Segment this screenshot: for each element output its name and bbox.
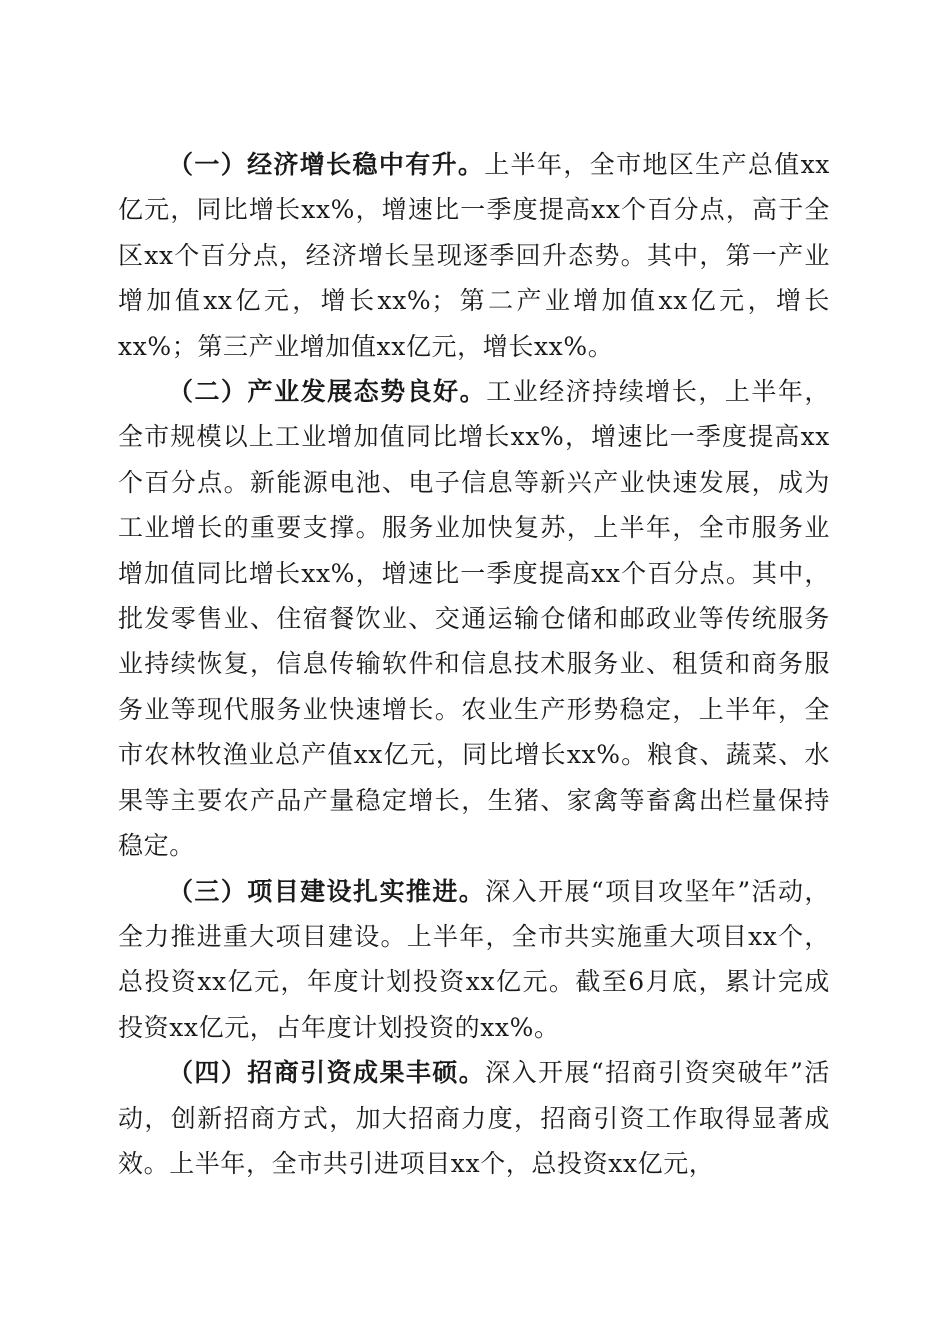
document-page [118,142,830,1186]
paragraph-investment-attraction [118,1050,830,1186]
paragraph-text: 深入开展“项目攻坚年”活动，全力推进重大项目建设。上半年，全市共实施重大项目xx个，总投资xx亿元，年度计划投资xx亿元。截至6月底，累计完成投资xx亿元，占年度计划投资的xx%。 [118,876,830,1042]
section-heading: （一）经济增长稳中有升。 [168,150,485,179]
paragraph-text: 工业经济持续增长，上半年，全市规模以上工业增加值同比增长xx%，增速比一季度提高xx个百分点。新能源电池、电子信息等新兴产业快速发展，成为工业增长的重要支撑。服务业加快复苏，上半年，全市服务业增加值同比增长xx%，增速比一季度提高xx个百分点。其中，批发零售业、住宿餐饮业、交通运输仓储和邮政业等传统服务业持续恢复，信息传输软件和信息技术服务业、租赁和商务服务业等现代服务业快速增长。农业生产形势稳定，上半年，全市农林牧渔业总产值xx亿元，同比增长xx%。粮食、蔬菜、水果等主要农产品产量稳定增长，生猪、家禽等畜禽出栏量保持稳定。 [118,377,830,861]
paragraph-project-construction [118,869,830,1051]
section-heading: （三）项目建设扎实推进。 [168,876,486,906]
section-heading: （二）产业发展态势良好。 [168,377,487,407]
paragraph-text: 深入开展“招商引资突破年”活动，创新招商方式，加大招商力度，招商引资工作取得显著成效。上半年，全市共引进项目xx个，总投资xx亿元， [118,1058,830,1178]
paragraph-economic-growth [118,142,830,369]
paragraph-text: 上半年，全市地区生产总值xx亿元，同比增长xx%，增速比一季度提高xx个百分点，高于全区xx个百分点，经济增长呈现逐季回升态势。其中，第一产业增加值xx亿元，增长xx%；第二产业增加值xx亿元，增长xx%；第三产业增加值xx亿元，增长xx%。 [118,150,830,361]
section-heading: （四）招商引资成果丰硕。 [168,1058,486,1088]
paragraph-industry-development [118,369,830,868]
